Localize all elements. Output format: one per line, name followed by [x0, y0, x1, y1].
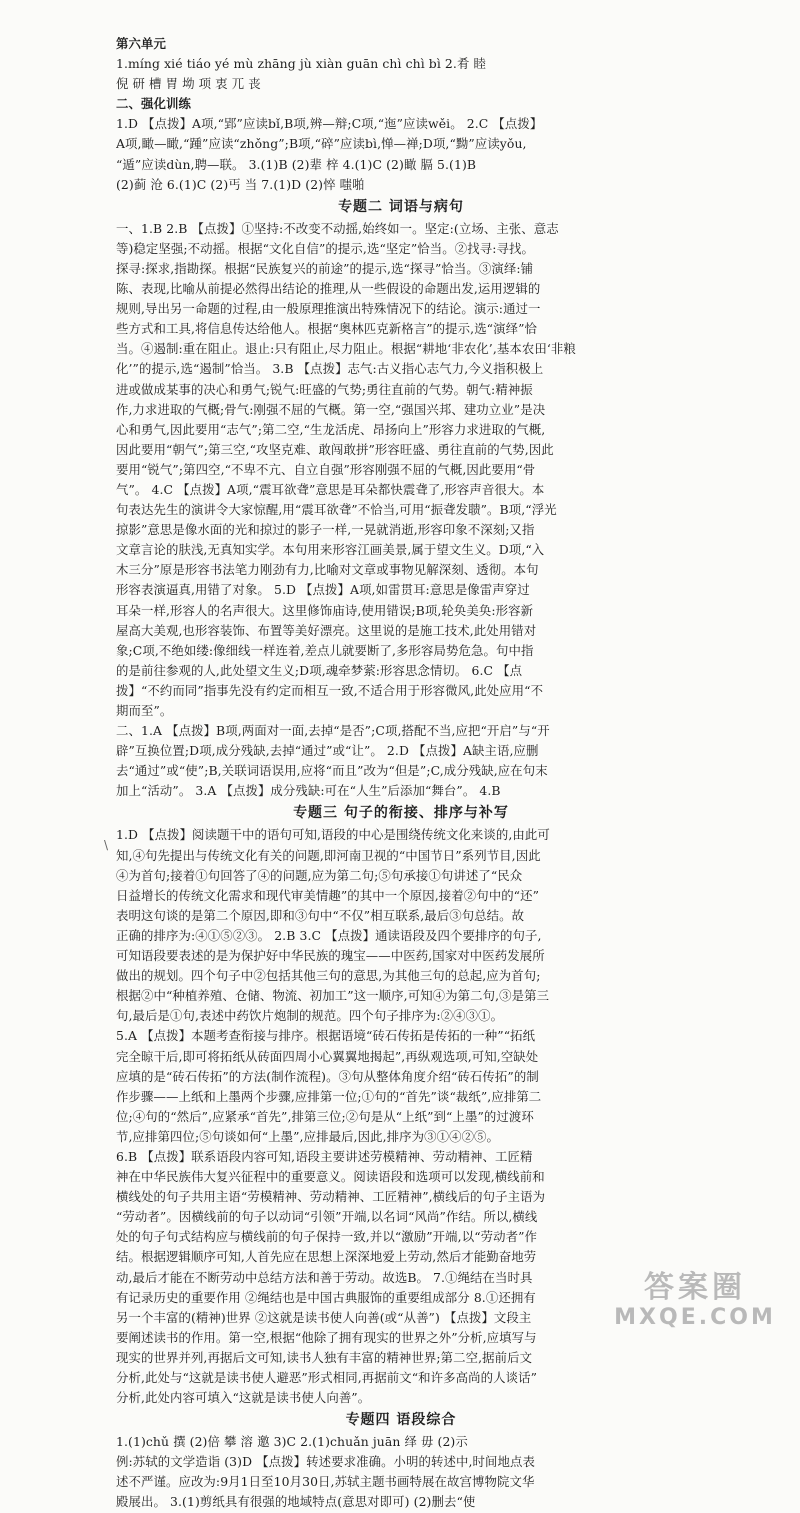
watermark-logo: [610, 1271, 780, 1333]
watermark-domain: MXQE.COM: [614, 1305, 776, 1330]
text-line: 结。根据逻辑顺序可知,人首先应在思想上深深地爱上劳动,然后才能勤奋地劳: [116, 1249, 537, 1265]
text-line: 形容表演逼真,用错了对象。 5.D 【点拨】A项,如雷贯耳:意思是像雷声穿过: [116, 582, 530, 598]
text-line: 1.D 【点拨】阅读题干中的语句可知,语段的中心是围绕传统文化来谈的,由此可: [116, 827, 550, 843]
text-line: 木三分”原是形容书法笔力刚劲有力,比喻对文章或事物见解深刻、透彻。本句: [116, 562, 539, 578]
text-line: 进或做成某事的决心和勇气;锐气:旺盛的气势;勇往直前的气势。朝气:精神振: [116, 381, 533, 397]
text-line: 陈、表现,比喻从前提必然得出结论的推理,从一些假设的命题出发,运用逻辑的: [116, 281, 541, 297]
text-line: 象;C项,不绝如缕:像细线一样连着,差点儿就要断了,多形容局势危急。句中指: [116, 642, 534, 658]
text-line: 做出的规划。四个句子中②包括其他三句的意思,为其他三句的总起,应为首句;: [116, 968, 541, 984]
text-line: 作步骤——上纸和上墨两个步骤,应排第一位;①句的“首先”谈“裁纸”,应排第二: [116, 1088, 542, 1104]
section-title: 专题四 语段综合: [345, 1412, 457, 1429]
text-line: 掠影”意思是像水面的光和掠过的影子一样,一晃就消逝,形容印象不深刻;又指: [116, 522, 535, 538]
training-answers: [116, 114, 686, 194]
text-line: “遁”应读dùn,聘—联。 3.(1)B (2)辈 梓 4.(1)C (2)瞰 膈 5.(1)B: [116, 156, 477, 172]
text-line: 气”。 4.C 【点拨】A项,“震耳欲聋”意思是耳朵都快震聋了,形容声音很大。本: [116, 481, 545, 497]
text-line: 句,最后是①句,表述中药饮片炮制的规范。四个句子排序为:②④③①。: [116, 1008, 504, 1024]
text-line: 述不严谨。应改为:9月1日至10月30日,苏轼主题书画特展在故宫博物院文华: [116, 1474, 535, 1490]
text-line: 二、1.A 【点拨】B项,两面对一面,去掉“是否”;C项,搭配不当,应把“开启”与“开: [116, 723, 550, 739]
text-line: 一、1.B 2.B 【点拨】①坚持:不改变不动摇,始终如一。坚定:(立场、主张、意志: [116, 220, 559, 236]
unit-answers: [116, 54, 686, 94]
text-line: 屋高大美观,也形容装饰、布置等美好漂亮。这里说的是施工技术,此处用错对: [116, 622, 537, 638]
text-line: ④为首句;接着①句回答了④的问题,应为第二句;⑤句承接①句讲述了“民众: [116, 867, 523, 883]
text-line: 心和勇气,因此要用“志气”;第二空,“生龙活虎、昂扬向上”形容力求进取的气概,: [116, 421, 546, 437]
text-line: 现实的世界并列,再据后文可知,读书人独有丰富的精神世界;第二空,据前后文: [116, 1349, 533, 1365]
text-line: 辟”互换位置;D项,成分残缺,去掉“通过”或“让”。 2.D 【点拨】A缺主语,应删: [116, 743, 539, 759]
text-line: 作,力求进取的气概;骨气:刚强不屈的气概。第一空,“强国兴邦、建功立业”是决: [116, 401, 546, 417]
answer-page: [116, 34, 686, 1513]
text-line: 文章言论的肤浅,无真知实学。本句用来形容江画美景,属于望文生义。D项,“入: [116, 542, 545, 558]
text-line: 化’”的提示,选“遏制”恰当。 3.B 【点拨】志气:古义指心志气力,今义指积极上: [116, 361, 544, 377]
text-line: 要阐述读书的作用。第一空,根据“他除了拥有现实的世界之外”分析,应填写与: [116, 1329, 537, 1345]
text-line: 表明这句谈的是第二个原因,即和③句中“不仅”相互联系,最后③句总结。故: [116, 907, 525, 923]
text-line: 规则,导出另一命题的过程,由一般原理推演出特殊情况下的结论。演示:通过一: [116, 301, 541, 317]
text-line: 日益增长的传统文化需求和现代审美情趣”的其中一个原因,接着②句中的“还”: [116, 887, 540, 903]
text-line: 可知语段要表述的是为保护好中华民族的瑰宝——中医药,国家对中医药发展所: [116, 948, 545, 964]
text-line: (2)蓟 沧 6.(1)C (2)丐 当 7.(1)D (2)悴 嗤啪: [116, 176, 365, 192]
text-line: 知,④句先提出与传统文化有关的问题,即河南卫视的“中国节日”系列节目,因此: [116, 847, 541, 863]
section-2-body: [116, 219, 686, 721]
text-line: 倪 研 槽 胃 坳 项 衷 兀 丧: [116, 76, 261, 92]
training-title: 二、强化训练: [116, 96, 191, 112]
text-line: 1.míng xié tiáo yé mù zhāng jù xiàn guān chì chì bì 2.肴 睦: [116, 56, 486, 72]
text-line: 要用“锐气”;第四空,“不卑不亢、自立自强”形容刚强不屈的气概,因此要用“骨: [116, 461, 536, 477]
text-line: 应填的是“砖石传拓”的方法(制作流程)。③句从整体角度介绍“砖石传拓”的制: [116, 1068, 539, 1084]
text-line: 节,应排第四位;⑤句谈如何“上墨”,应排最后,因此,排序为③①④②⑤。: [116, 1128, 500, 1144]
text-line: 等)稳定坚强;不动摇。根据“文化自信”的提示,选“坚定”恰当。②找寻:寻找。: [116, 240, 534, 256]
text-line: 处的句子句式结构应与横线前的句子保持一致,并以“激励”开端,以“劳动者”作: [116, 1229, 538, 1245]
text-line: 些方式和工具,将信息传达给他人。根据“奥林匹克新格言”的提示,选“演绎”恰: [116, 321, 538, 337]
text-line: 完全晾干后,即可将拓纸从砖面四周小心翼翼地揭起”,再纵观选项,可知,空缺处: [116, 1048, 539, 1064]
text-line: 的是前往参观的人,此处望文生义;D项,魂牵梦萦:形容思念情切。 6.C 【点: [116, 662, 523, 678]
text-line: 期而至”。: [116, 703, 173, 718]
text-line: A项,瞰—瞰,“踵”应读“zhǒng”;B项,“碎”应读bì,惮—禅;D项,“黝”应读yǒu,: [116, 136, 527, 152]
text-line: 6.B 【点拨】联系语段内容可知,语段主要讲述劳模精神、劳动精神、工匠精: [116, 1148, 533, 1164]
text-line: 分析,此处与“这就是读书使人避恶”形式相同,再据前文“和许多高尚的人谈话”: [116, 1370, 538, 1385]
text-line: 1.D 【点拨】A项,“郢”应读bǐ,B项,辨—辩;C项,“迤”应读wěi。 2.C 【点拨】: [116, 116, 543, 132]
text-line: 横线处的句子共用主语“劳模精神、劳动精神、工匠精神”,横线后的句子主语为: [116, 1189, 546, 1205]
section-2b-body: [116, 721, 686, 801]
text-line: 另一个丰富的(精神)世界 ②这就是读书使人向善(或“从善”) 【点拨】文段主: [116, 1309, 532, 1325]
text-line: 加上“活动”。 3.A 【点拨】成分残缺:可在“人生”后添加“舞台”。 4.B: [116, 783, 501, 799]
text-line: 分析,此处内容可填入“这就是读书使人向善”。: [116, 1390, 371, 1406]
text-line: 因此要用“朝气”;第三空,“攻坚克难、敢闯敢拼”形容旺盛、勇往直前的气势,因此: [116, 441, 554, 457]
text-line: 根据②中“种植养殖、仓储、物流、初加工”这一顺序,可知④为第二句,③是第三: [116, 988, 550, 1004]
text-line: 当。④遏制:重在阻止。退止:只有阻止,尽力阻止。根据“耕地‘非农化’,基本农田‘非粮: [116, 341, 576, 357]
margin-mark: \: [104, 838, 109, 852]
text-line: 5.A 【点拨】本题考查衔接与排序。根据语境“砖石传拓是传拓的一种”“拓纸: [116, 1028, 536, 1044]
text-line: 有记录历史的重要作用 ②绳结也是中国古典服饰的重要组成部分 8.①还拥有: [116, 1289, 536, 1305]
section-3-body: [116, 825, 686, 1408]
text-line: 探寻:探求,指勘探。根据“民族复兴的前途”的提示,选“探寻”恰当。③演绎:铺: [116, 260, 534, 276]
text-line: 耳朵一样,形容人的名声很大。这里修饰庙诗,使用错误;B项,轮奂美奂:形容新: [116, 602, 534, 618]
text-line: 拨】“不约而同”指事先没有约定而相互一致,不适合用于形容微风,此处应用“不: [116, 682, 544, 698]
text-line: 例:苏轼的文学造诣 (3)D 【点拨】转述要求准确。小明的转述中,时间地点表: [116, 1454, 535, 1470]
watermark-text: 答案圈: [644, 1270, 746, 1305]
text-line: 位;④句的“然后”,应紧承“首先”,排第三位;②句是从“上纸”到“上墨”的过渡环: [116, 1108, 534, 1124]
section-title: 专题三 句子的衔接、排序与补写: [293, 805, 509, 822]
text-line: 神在中华民族伟大复兴征程中的重要意义。阅读语段和选项可以发现,横线前和: [116, 1169, 545, 1185]
text-line: “劳动者”。因横线前的句子以动词“引领”开端,以名词“风尚”作结。所以,横线: [116, 1209, 538, 1225]
text-line: 动,最后才能在不断劳动中总结方法和善于劳动。故选B。 7.①绳结在当时具: [116, 1269, 533, 1285]
section-title: 专题二 词语与病句: [338, 198, 464, 215]
unit-title: 第六单元: [116, 36, 166, 51]
section-4-body: [116, 1432, 686, 1512]
text-line: 句表达先生的演讲令大家惊醒,用“震耳欲聋”不恰当,可用“振聋发聩”。B项,“浮光: [116, 502, 557, 518]
text-line: 正确的排序为:④①⑤②③。 2.B 3.C 【点拨】通读语段及四个要排序的句子,: [116, 927, 542, 943]
text-line: 1.(1)chǔ 撰 (2)倍 攀 溶 邀 3)C 2.(1)chuǎn juān 绎 毋 (2)示: [116, 1434, 468, 1450]
text-line: 殿展出。 3.(1)剪纸具有很强的地域特点(意思对即可) (2)删去“使: [116, 1494, 476, 1510]
text-line: 去“通过”或“使”;B,关联词语误用,应将“而且”改为“但是”;C,成分残缺,应在句末: [116, 763, 548, 779]
